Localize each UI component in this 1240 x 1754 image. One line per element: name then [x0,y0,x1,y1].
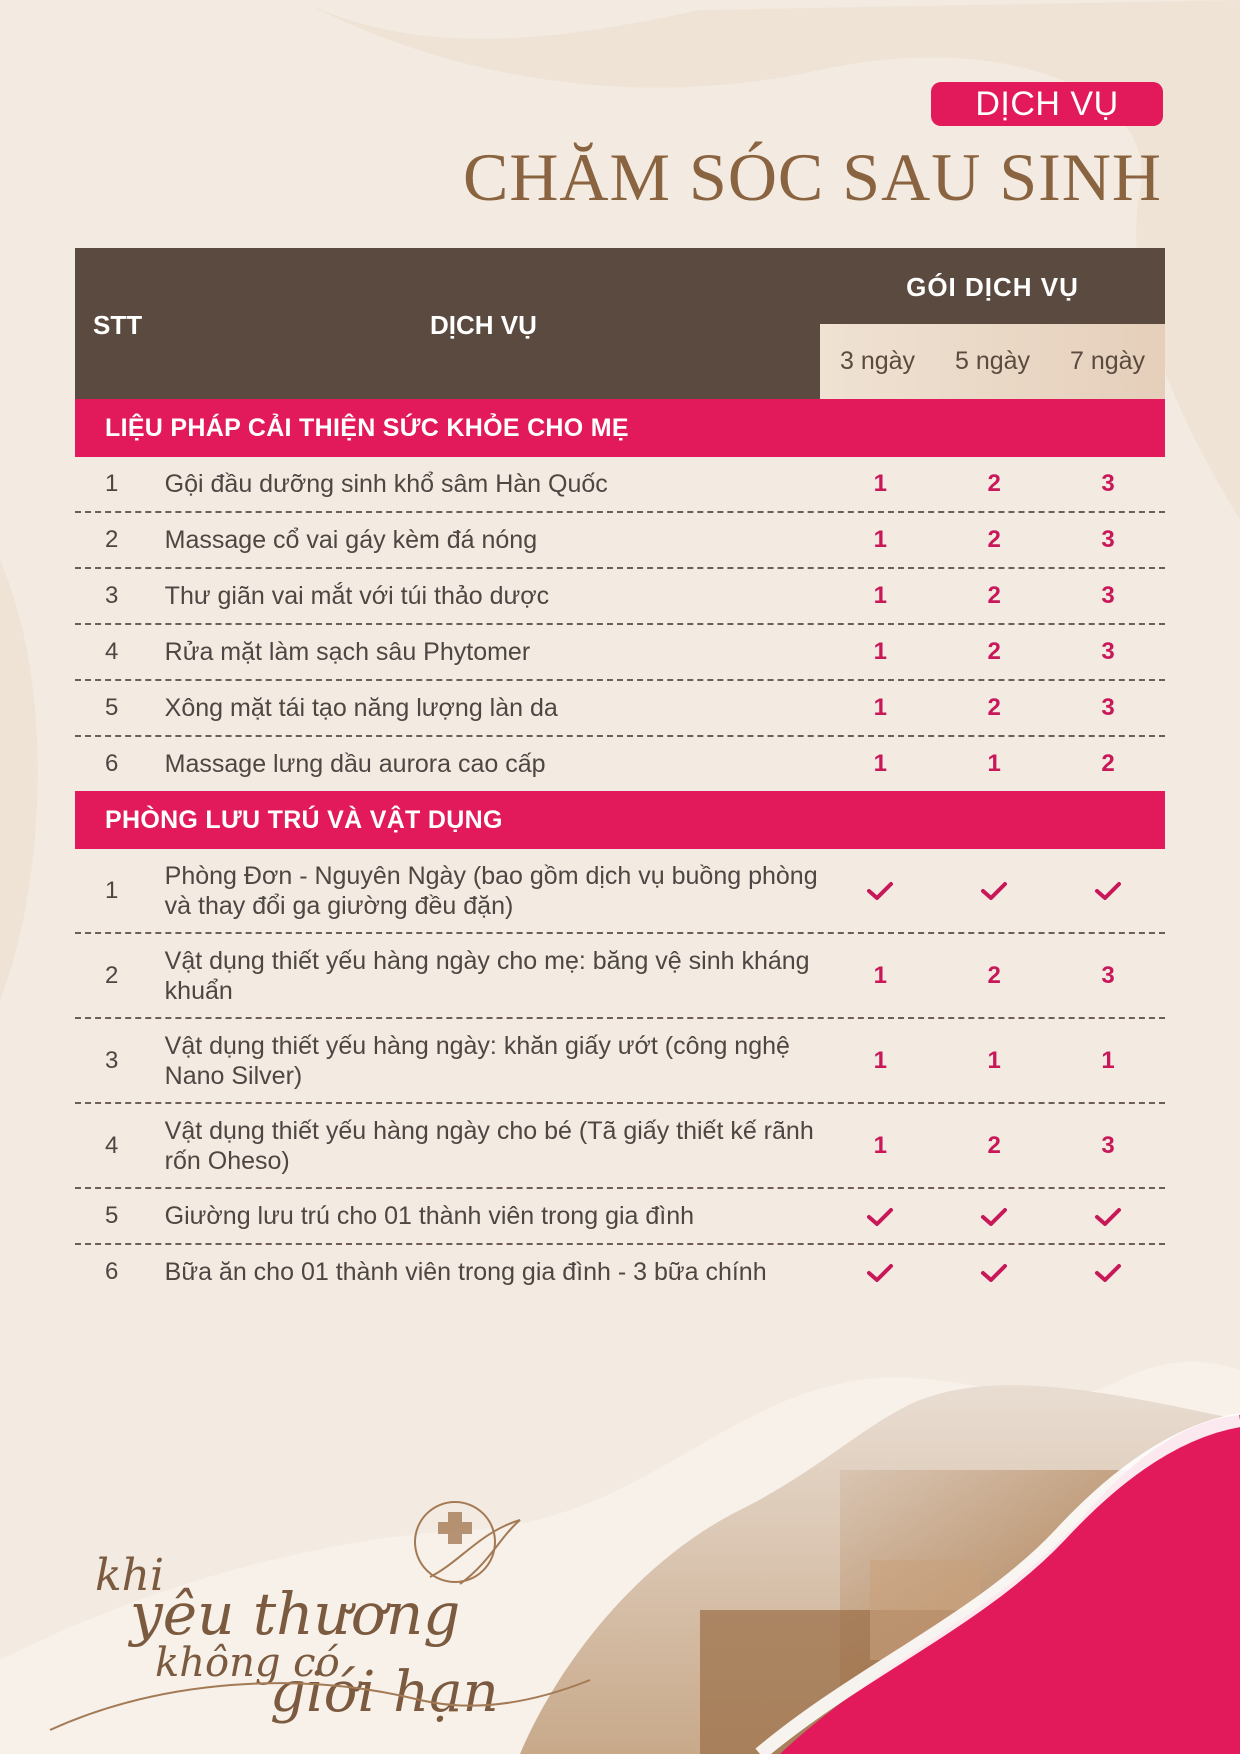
column-header-5-days: 5 ngày [954,347,1031,375]
row-number: 2 [105,526,119,553]
value-3-days: 1 [873,961,887,989]
value-3-days: 1 [873,750,887,777]
value-7-days: 3 [1101,961,1115,989]
value-7-days: 3 [1101,1131,1115,1159]
value-5-days: 2 [987,582,1001,609]
value-7-days: 3 [1101,582,1115,609]
value-3-days: 1 [873,638,887,665]
table-row [75,457,1165,513]
value-3-days: 1 [873,1131,887,1159]
section-badge: DỊCH VỤ [931,82,1163,126]
logo-line-3: không có [155,1640,340,1686]
row-description: Thư giãn vai mắt với túi thảo dược [164,582,550,610]
logo-line-4: giới hạn [270,1660,499,1725]
section-heading-health: LIỆU PHÁP CẢI THIỆN SỨC KHỎE CHO MẸ [75,399,1165,457]
value-5-days: 2 [987,961,1001,989]
logo-flourish [40,1640,600,1750]
page-title: CHĂM SÓC SAU SINH [462,139,1162,215]
value-7-days: 3 [1101,470,1115,497]
section-heading-room: PHÒNG LƯU TRÚ VÀ VẬT DỤNG [75,791,1165,849]
row-number: 4 [105,638,119,665]
service-table [75,248,1165,1299]
package-days-header [820,324,1165,399]
value-7-days: 1 [1101,1046,1115,1074]
row-description: Massage cổ vai gáy kèm đá nóng [164,526,538,554]
value-5-days: 1 [987,1046,1001,1074]
table-row [75,737,1165,791]
column-header-service: DỊCH VỤ [430,310,537,340]
row-description: Vật dụng thiết yếu hàng ngày cho mẹ: băng vệ sinh kháng khuẩn [164,946,810,1005]
row-number: 2 [105,961,119,989]
value-3-days: 1 [873,694,887,721]
value-5-days: 2 [987,638,1001,665]
value-5-days: 2 [987,526,1001,553]
row-description: Bữa ăn cho 01 thành viên trong gia đình - 3 bữa chính [164,1258,767,1286]
row-number: 3 [105,1046,119,1074]
check-icon [1051,1258,1165,1286]
table-row [75,513,1165,569]
check-icon [1051,1202,1165,1230]
row-description: Massage lưng dầu aurora cao cấp [164,750,546,778]
table-row [75,1019,1165,1104]
value-7-days: 3 [1101,638,1115,665]
check-icon [823,1258,937,1286]
value-3-days: 1 [873,470,887,497]
check-icon [937,877,1051,905]
row-description: Phòng Đơn - Nguyên Ngày (bao gồm dịch vụ buồng phòng và thay đổi ga giường đều đặn) [164,861,818,920]
check-icon [1051,877,1165,905]
row-description: Vật dụng thiết yếu hàng ngày cho bé (Tã giấy thiết kế rãnh rốn Oheso) [164,1116,814,1175]
row-description: Vật dụng thiết yếu hàng ngày: khăn giấy ướt (công nghệ Nano Silver) [164,1031,790,1090]
value-5-days: 2 [987,470,1001,497]
check-icon [937,1202,1051,1230]
column-header-package: GÓI DỊCH VỤ [906,272,1079,302]
table-header [75,248,1165,399]
row-number: 6 [105,1258,119,1285]
column-header-stt: STT [93,310,143,340]
value-7-days: 3 [1101,526,1115,553]
value-3-days: 1 [873,582,887,609]
logo-line-2: yêu thương [130,1580,461,1648]
table-row [75,1189,1165,1245]
value-7-days: 2 [1101,750,1115,777]
row-number: 1 [105,876,119,904]
row-description: Rửa mặt làm sạch sâu Phytomer [164,638,531,666]
check-icon [823,1202,937,1230]
row-number: 3 [105,582,119,609]
row-number: 1 [105,470,119,497]
value-5-days: 2 [987,1131,1001,1159]
row-number: 5 [105,1202,119,1229]
check-icon [823,877,937,905]
table-row [75,1104,1165,1189]
table-row [75,625,1165,681]
column-header-7-days: 7 ngày [1069,347,1146,375]
value-7-days: 3 [1101,694,1115,721]
column-header-3-days: 3 ngày [839,347,916,375]
row-description: Giường lưu trú cho 01 thành viên trong gia đình [164,1202,695,1230]
table-row [75,681,1165,737]
check-icon [937,1258,1051,1286]
value-5-days: 1 [987,750,1001,777]
value-5-days: 2 [987,694,1001,721]
row-number: 4 [105,1131,119,1159]
table-row [75,849,1165,934]
row-description: Gội đầu dưỡng sinh khổ sâm Hàn Quốc [164,470,608,498]
value-3-days: 1 [873,526,887,553]
table-row [75,569,1165,625]
logo-line-1: khi [95,1550,165,1601]
row-description: Xông mặt tái tạo năng lượng làn da [164,694,558,722]
row-number: 5 [105,694,119,721]
value-3-days: 1 [873,1046,887,1074]
table-row [75,1245,1165,1299]
table-row [75,934,1165,1019]
row-number: 6 [105,750,119,777]
